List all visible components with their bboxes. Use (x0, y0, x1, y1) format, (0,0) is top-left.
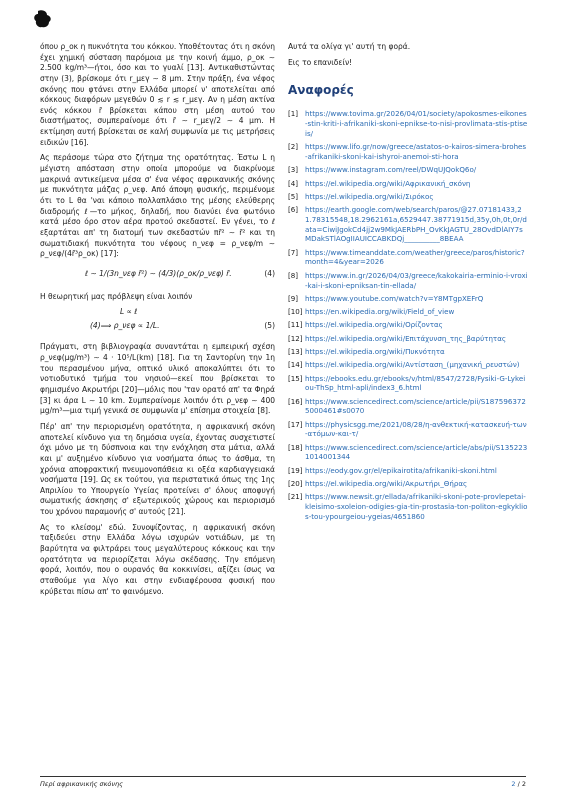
reference-item (288, 205, 528, 244)
reference-number: [5] (288, 191, 299, 201)
reference-item (288, 397, 528, 417)
reference-item (288, 374, 528, 394)
reference-link[interactable]: https://www.tovima.gr/2026/04/01/society/apokosmes-eikones-stin-kriti-i-afrikaniki-skoni-epnikse-to-nisi-provlimata-stis-ptiseis/ (305, 109, 528, 138)
equation-number: (4) (264, 268, 275, 278)
reference-link[interactable]: https://www.newsit.gr/ellada/afrikaniki-skoni-pote-provlepetai-kleisimo-sxoleion-odigies-gia-tin-prostasia-ton-politon-egkyklios-tou-ypourgeiou-ygeias/4651860 (305, 492, 528, 521)
reference-link[interactable]: https://el.wikipedia.org/wiki/Αντίσταση_(μηχανική_ρευστών) (305, 360, 520, 370)
page-number (511, 780, 526, 788)
body-paragraph: Εις το επανιδείν! (288, 57, 353, 67)
body-paragraph: Πέρ' απ' την περιορισμένη ορατότητα, η αφρικανική σκόνη αποτελεί κίνδυνο για τη δημόσια υγεία, έχοντας συσχετιστεί όχι μόνο με τη δύσπνοια και την ενόχληση στα μάτια, αλλά και μ' αυξημένο κίνδυνο για νοσήματα όπως το άσθμα, τη χρόνια αποφρακτική πνευμονοπάθεια κι οξέα καρδιαγγειακά νοσήματα [19]. Ως εκ τούτου, για περιστατικά όπως της 1ης Απριλίου το Υπουργείο Υγείας προτείνει σ' όλους αποφυγή σωματικής άσκησης σ' εξωτερικούς χώρους και περιορισμό του χρόνου παραμονής σ' αυτούς [21]. (40, 421, 275, 517)
reference-number: [19] (288, 465, 303, 475)
reference-item (288, 420, 528, 440)
reference-item (288, 192, 528, 202)
reference-item (288, 294, 528, 304)
reference-number: [18] (288, 442, 303, 452)
reference-link[interactable]: https://www.in.gr/2026/04/03/greece/kakokairia-erminio-i-vroxi-kai-i-skoni-epniksan-tin-ellada/ (305, 270, 528, 290)
reference-number: [11] (288, 320, 303, 330)
body-paragraph: Πράγματι, στη βιβλιογραφία συναντάται η εμπειρική σχέση ρ_νεφ(μg/m³) ∼ 4 · 10⁵/L(km) [18]. Για τη Σαντορίνη την 1η του περασμένου μήνα, οπτικό υλικό αποκαλύπτει ότι το νοτιοδυτικό τμήμα του νησιού—εκεί που βρίσκεται το φημισμένο Ακρωτήρι [20]—μόλις που 'ταν ορατό απ' τα Φηρά [3] κι άρα L ∼ 10 km. Συμπεραίνομε λοιπόν ότι ρ_νεφ ∼ 400 μg/m³—μια τιμή γενικά σε συμφωνία μ' επίσημα στοιχεία [8]. (40, 342, 275, 416)
body-paragraph: Ας το κλείσομ' εδώ. Συνοψίζοντας, η αφρικανική σκόνη ταξιδεύει στην Ελλάδα λόγω ισχυρών νοτιάδων, με τη βαρύτητα να φιλτράρει τους μεγαλύτερους κόκκους και την ορατότητα να περιορίζεται λόγω σκέδασης. Την επόμενη φορά, λοιπόν, που ο ουρανός θα κοκκινίσει, αξίζει ίσως να σταθούμε για λίγο και στην ενδιαφέρουσα φυσική που κρύβεται πίσω απ' το φαινόμενο. (40, 522, 275, 596)
reference-item (288, 307, 528, 317)
reference-number: [13] (288, 346, 303, 356)
reference-item (288, 360, 528, 370)
reference-item (288, 142, 528, 162)
reference-item (288, 109, 528, 138)
reference-number: [12] (288, 333, 303, 343)
reference-link[interactable]: https://www.youtube.com/watch?v=Y8MTgpXEFrQ (305, 293, 484, 303)
reference-item (288, 443, 528, 463)
reference-link[interactable]: https://www.instagram.com/reel/DWqUJQokQ6o/ (305, 165, 477, 175)
reference-item (288, 492, 528, 521)
equation-4 (40, 265, 275, 287)
reference-number: [21] (288, 492, 303, 502)
reference-number: [14] (288, 360, 303, 370)
body-paragraph: Αυτά τα ολίγα γι' αυτή τη φορά. (288, 42, 411, 51)
right-column (288, 42, 528, 525)
body-paragraph: όπου ρ_οκ η πυκνότητα του κόκκου. Υποθέτοντας ότι η σκόνη έχει χημική σύσταση παρόμοια με την κοινή άμμο, ρ_οκ ∼ 2.500 kg/m³—ήτοι, όσο και το γυαλί [13]. Αντικαθιστώντας στην (3), βρίσκομε ότι r_μεγ ∼ 8 μm. Στην πράξη, ένα νέφος σκόνης που φτάνει στην Ελλάδα μπορεί ν' αποτελείται από κόκκους διαφόρων μεγεθών 0 ≲ r ≲ r_μεγ. Αν η μέση ακτίνα ενός κόκκου r̄ βρίσκεται κάπου στη μέση αυτού του διαστήματος, συμπεραίνομε ότι r̄ ∼ r_μεγ/2 ∼ 4 μm. Η εκτίμηση αυτή βρίσκεται σε καλή συμφωνία με τις μετρήσεις ειδικών [16]. (40, 42, 275, 147)
reference-number: [20] (288, 479, 303, 489)
reference-number: [17] (288, 419, 303, 429)
left-column (40, 42, 275, 602)
reference-link[interactable]: https://www.sciencedirect.com/science/article/abs/pii/S1352231014001344 (305, 442, 528, 462)
reference-item (288, 466, 528, 476)
equation-text: ℓ ∼ 1/(3n_νεφ r̄²) ∼ (4/3)(ρ_οκ/ρ_νεφ) r̄. (85, 268, 232, 278)
reference-link[interactable]: https://el.wikipedia.org/wiki/Αφρικανική_σκόνη (305, 178, 471, 188)
reference-number: [7] (288, 247, 299, 257)
reference-link[interactable]: https://ebooks.edu.gr/ebooks/v/html/8547/2728/Fysiki-G-Lykeiou-ThSp_html-apli/index3_6.html (305, 373, 526, 393)
reference-item (288, 347, 528, 357)
footer-divider (40, 776, 526, 777)
reference-link[interactable]: https://el.wikipedia.org/wiki/Ορίζοντας (305, 320, 443, 330)
reference-number: [8] (288, 270, 299, 280)
reference-number: [6] (288, 205, 299, 215)
equation-5 (40, 307, 275, 337)
reference-number: [15] (288, 373, 303, 383)
reference-item (288, 479, 528, 489)
equation-number: (5) (264, 321, 275, 331)
reference-link[interactable]: https://www.sciencedirect.com/science/article/pii/S1875963725000461#s0070 (305, 396, 526, 416)
body-paragraph: Ας περάσομε τώρα στο ζήτημα της ορατότητας. Έστω L η μέγιστη απόσταση στην οποία μπορούμε να διακρίνομε μακρινά αντικείμενα μέσα σ' ένα νέφος αφρικανικής σκόνης με πυκνότητα μάζας ρ_νεφ. Από άποψη φυσικής, περιμένομε ότι το L θα 'ναι κάποιο πολλαπλάσιο της μέσης ελεύθερης διαδρομής ℓ—το μήκος, δηλαδή, που διανύει ένα φωτόνιο κατά μέσο όρο στον αέρα προτού σκεδαστεί. Εν γένει, το ℓ εξαρτάται απ' τη διατομή των σκεδαστών πr̄² ∼ r̄² και τη σωματιδιακή πυκνότητα του νέφους n_νεφ = ρ_νεφ/m ∼ ρ_νεφ/(4r̄³ρ_οκ) [17]: (40, 153, 275, 259)
reference-item (288, 320, 528, 330)
reference-number: [9] (288, 293, 299, 303)
reference-number: [16] (288, 396, 303, 406)
reference-item (288, 248, 528, 268)
reference-number: [10] (288, 307, 303, 317)
reference-item (288, 165, 528, 175)
footer-title: Περί αφρικανικής σκόνης (40, 780, 123, 788)
reference-number: [3] (288, 165, 299, 175)
reference-link[interactable]: https://en.wikipedia.org/wiki/Field_of_view (305, 307, 455, 317)
reference-link[interactable]: https://el.wikipedia.org/wiki/Σιρόκος (305, 191, 434, 201)
reference-number: [1] (288, 109, 299, 119)
reference-link[interactable]: https://www.timeanddate.com/weather/greece/paros/historic?month=4&year=2026 (305, 247, 525, 267)
references-list (288, 109, 528, 521)
body-paragraph: Η θεωρητική μας πρόβλεψη είναι λοιπόν (40, 291, 193, 301)
reference-link[interactable]: https://www.lifo.gr/now/greece/astatos-o-kairos-simera-brohes-afrikaniki-skoni-kai-ishyroi-anemoi-sti-hora (305, 142, 527, 161)
reference-number: [4] (288, 178, 299, 188)
current-page-link[interactable]: 2 (511, 780, 516, 788)
logo-icon (32, 8, 54, 30)
reference-item (288, 334, 528, 344)
references-heading: Αναφορές (288, 83, 354, 98)
reference-item (288, 271, 528, 291)
equation-text: L ∝ ℓ (120, 307, 138, 317)
reference-link[interactable]: https://el.wikipedia.org/wiki/Επιτάχυνση_της_βαρύτητας (305, 333, 507, 343)
reference-link[interactable]: https://el.wikipedia.org/wiki/Πυκνότητα (305, 346, 445, 356)
reference-number: [2] (288, 142, 299, 152)
reference-link[interactable]: https://physicsgg.me/2021/08/28/η-ανθεκτική-κατασκευή-των-ατόμων-και-τ/ (305, 419, 527, 439)
total-pages: / 2 (517, 780, 526, 788)
equation-text: (4)⟹ ρ_νεφ ∝ 1/L. (90, 321, 160, 331)
reference-link[interactable]: https://el.wikipedia.org/wiki/Ακρωτήρι_Θήρας (305, 479, 468, 489)
reference-link[interactable]: https://earth.google.com/web/search/paros/@27.07181433,21.78315548,18.2962161a,6529447.38771915d,35y,0h,0t,0r/data=CiwiJgokCd4jj2w9MkJAERbPH_OvKkJAGTU_28OvdDlAIY7sMDakSTlAOgIIAUICCABKDQj__________8BEAA (305, 205, 527, 244)
reference-link[interactable]: https://eody.gov.gr/el/epikairotita/afrikaniki-skoni.html (305, 465, 497, 475)
reference-item (288, 179, 528, 189)
